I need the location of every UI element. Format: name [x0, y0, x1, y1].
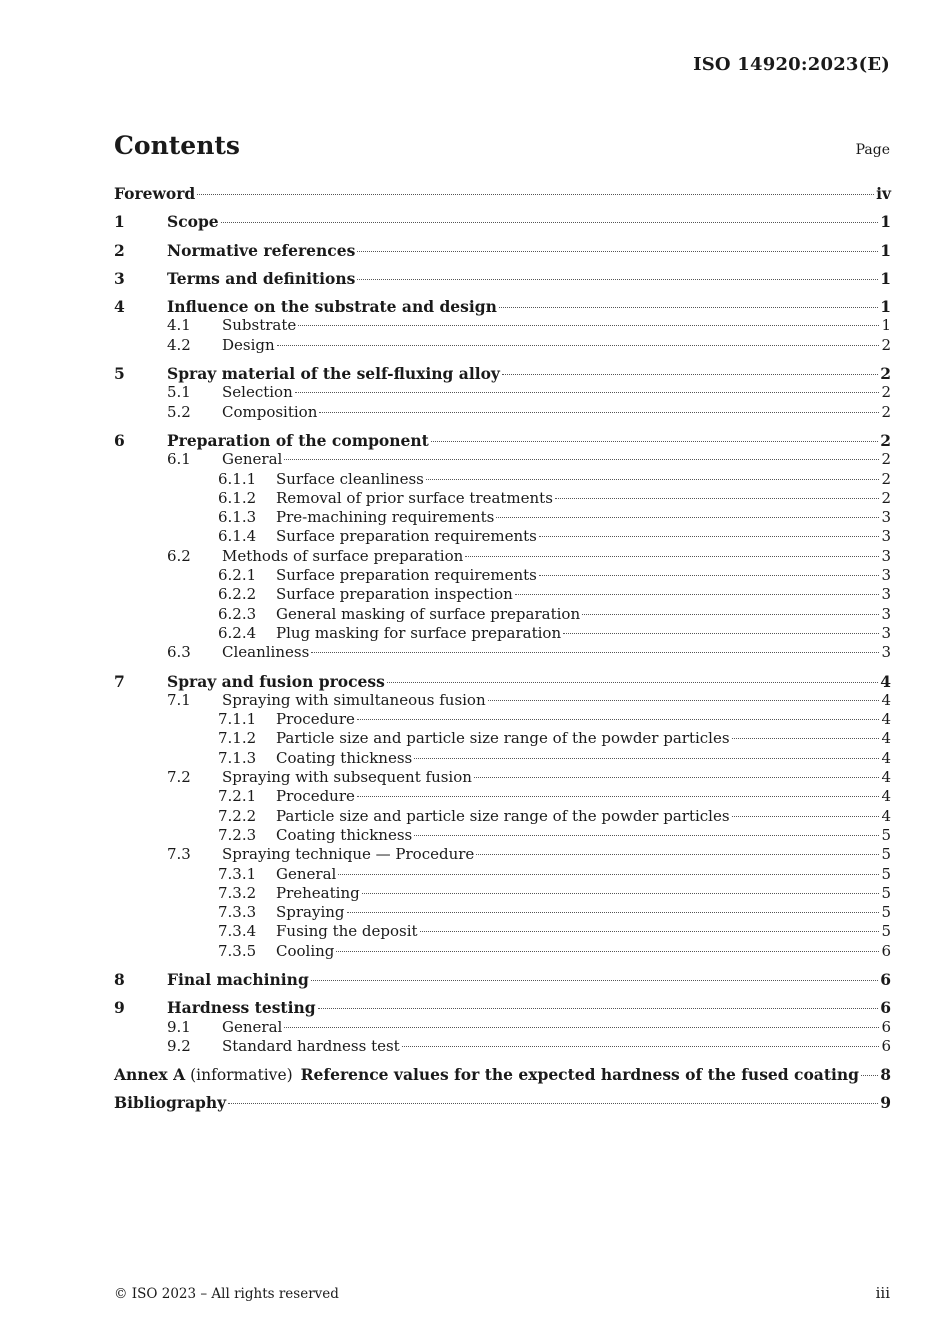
toc-entry-title: Methods of surface preparation [222, 546, 464, 565]
toc-entry-number: 6.2.4 [218, 623, 257, 642]
toc-entry-title: Cleanliness [222, 643, 310, 662]
toc-entry-title: Standard hardness test [222, 1036, 400, 1055]
dot-leader [336, 951, 879, 952]
toc-entry-page: 5 [881, 864, 891, 883]
dot-leader [414, 835, 879, 836]
dot-leader [221, 222, 879, 223]
toc-entry[interactable] [114, 787, 891, 806]
dot-leader [277, 345, 880, 346]
toc-entry[interactable] [114, 710, 891, 729]
page-title: Contents [114, 131, 241, 160]
toc-entry[interactable] [114, 184, 891, 203]
toc-entry-page: 4 [881, 768, 891, 787]
toc-entry-page: 6 [881, 1036, 891, 1055]
toc-entry[interactable] [114, 884, 891, 903]
toc-entry[interactable] [114, 672, 891, 691]
toc-entry-title: Fusing the deposit [276, 922, 418, 941]
toc-entry-page: 6 [880, 998, 891, 1018]
toc-entry-number: 4.2 [167, 335, 191, 354]
toc-entry-page: 1 [880, 268, 891, 288]
toc-entry-page: 5 [881, 825, 891, 844]
annex-designation: Annex A [114, 1065, 186, 1085]
dot-leader [357, 279, 878, 280]
dot-leader [465, 556, 879, 557]
toc-entry[interactable] [114, 241, 891, 260]
toc-entry-number: 7.3.3 [218, 903, 257, 922]
toc-entry-number: 7.3.4 [218, 922, 257, 941]
dot-leader [311, 652, 879, 653]
toc-entry[interactable] [114, 903, 891, 922]
toc-entry-number: 7 [114, 671, 125, 691]
toc-entry-page: 1 [880, 297, 891, 317]
toc-entry-page: 6 [880, 969, 891, 989]
dot-leader [197, 194, 874, 195]
toc-entry-number: 6.1.1 [218, 469, 257, 488]
toc-entry[interactable] [114, 269, 891, 288]
toc-entry-page: 2 [881, 383, 891, 402]
toc-entry-title: Foreword [114, 184, 196, 203]
dot-leader [357, 719, 880, 720]
toc-entry-title: Procedure [276, 710, 355, 729]
toc-entry[interactable] [114, 450, 891, 469]
toc-entry-number: 7.3.5 [218, 941, 257, 960]
toc-entry-page: 2 [881, 469, 891, 488]
dot-leader [298, 325, 879, 326]
toc-entry[interactable] [114, 942, 891, 961]
toc-entry-title: Spray material of the self-fluxing alloy [167, 364, 500, 384]
toc-entry-number: 9.2 [167, 1036, 191, 1055]
toc-entry-number: 7.2.2 [218, 806, 257, 825]
toc-entry-page: 5 [881, 922, 891, 941]
toc-entry[interactable] [114, 922, 891, 941]
toc-entry-number: 7.2.1 [218, 787, 257, 806]
toc-entry[interactable] [114, 431, 891, 450]
toc-entry[interactable] [114, 297, 891, 316]
toc-entry-page: 3 [881, 643, 891, 662]
toc-entry-number: 7.1.1 [218, 710, 257, 729]
toc-entry-number: 6.1.3 [218, 508, 257, 527]
toc-entry-number: 5.1 [167, 383, 191, 402]
toc-entry-title: Procedure [276, 787, 355, 806]
toc-entry-title: Surface preparation inspection [276, 585, 513, 604]
toc-entry[interactable] [114, 1018, 891, 1037]
toc-entry-page: 4 [881, 690, 891, 709]
toc-entry[interactable] [114, 336, 891, 355]
toc-entry[interactable] [114, 624, 891, 643]
dot-leader [318, 1008, 879, 1009]
toc-entry[interactable] [114, 364, 891, 383]
toc-entry-number: 6 [114, 430, 125, 450]
toc-entry-title: Particle size and particle size range of the powder particles [276, 806, 730, 825]
page-column-label: Page [855, 142, 890, 158]
dot-leader [861, 1075, 878, 1076]
toc-entry-number: 7.1.2 [218, 729, 257, 748]
dot-leader [338, 874, 879, 875]
dot-leader [357, 796, 880, 797]
toc-entry-title: Spraying with simultaneous fusion [222, 690, 486, 709]
toc-entry[interactable] [114, 470, 891, 489]
toc-entry-title: Spraying [276, 903, 345, 922]
toc-entry[interactable] [114, 729, 891, 748]
toc-entry-title: Cooling [276, 941, 335, 960]
toc-entry-title: Terms and definitions [167, 268, 356, 288]
dot-leader [319, 412, 879, 413]
toc-entry[interactable] [114, 585, 891, 604]
toc-entry-title: Substrate [222, 316, 297, 335]
dot-leader [420, 931, 880, 932]
toc-entry-page: 2 [881, 402, 891, 421]
toc-entry[interactable] [114, 489, 891, 508]
toc-entry-page: 5 [881, 883, 891, 902]
toc-entry-number: 6.1.2 [218, 488, 257, 507]
toc-entry-page: 3 [881, 604, 891, 623]
dot-leader [387, 682, 878, 683]
toc-entry-number: 8 [114, 969, 125, 989]
toc-entry[interactable] [114, 998, 891, 1017]
toc-entry[interactable] [114, 527, 891, 546]
toc-entry-page: 2 [881, 450, 891, 469]
toc-entry-title: Final machining [167, 969, 309, 989]
dot-leader [295, 392, 880, 393]
toc-entry-page: 9 [880, 1093, 891, 1113]
toc-entry-page: 2 [881, 488, 891, 507]
toc-entry-page: 3 [881, 508, 891, 527]
toc-entry[interactable] [114, 643, 891, 662]
document-id: ISO 14920:2023(E) [693, 54, 890, 75]
toc-entry-number: 7.3.1 [218, 864, 257, 883]
toc-entry-page: 5 [881, 903, 891, 922]
dot-leader [311, 980, 878, 981]
toc-entry-annex[interactable] [114, 1065, 891, 1084]
toc-entry[interactable] [114, 605, 891, 624]
toc-entry-title: General [222, 450, 283, 469]
toc-entry-title: Particle size and particle size range of the powder particles [276, 729, 730, 748]
toc-entry-page: 3 [881, 623, 891, 642]
toc-entry-title: Hardness testing [167, 998, 316, 1018]
toc-entry-title: Selection [222, 383, 293, 402]
toc-entry-page: 3 [881, 527, 891, 546]
toc-entry-page: 4 [881, 806, 891, 825]
toc-entry[interactable] [114, 508, 891, 527]
toc-entry-number: 6.2.3 [218, 604, 257, 623]
toc-entry[interactable] [114, 768, 891, 787]
toc-entry-number: 6.2 [167, 546, 191, 565]
dot-leader [496, 517, 879, 518]
dot-leader [515, 594, 880, 595]
toc-entry-title: Spraying with subsequent fusion [222, 768, 472, 787]
dot-leader [347, 912, 880, 913]
toc-entry-title: General masking of surface preparation [276, 604, 581, 623]
toc-entry-page: 2 [881, 335, 891, 354]
dot-leader [539, 536, 880, 537]
toc-entry-number: 9 [114, 998, 125, 1018]
toc-entry-number: 6.1 [167, 450, 191, 469]
toc-entry-title: Spraying technique — Procedure [222, 845, 475, 864]
toc-entry-number: 7.1 [167, 690, 191, 709]
toc-entry-title: Composition [222, 402, 318, 421]
copyright-notice: © ISO 2023 – All rights reserved [114, 1286, 339, 1302]
toc-entry[interactable] [114, 547, 891, 566]
toc-entry[interactable] [114, 865, 891, 884]
dot-leader [426, 479, 880, 480]
toc-entry-number: 1 [114, 212, 125, 232]
annex-status: (informative) [190, 1066, 293, 1085]
toc-entry-title: General [276, 864, 337, 883]
toc-entry-page: 4 [881, 729, 891, 748]
dot-leader [357, 251, 878, 252]
toc-entry-title: Plug masking for surface preparation [276, 623, 562, 642]
toc-entry-title: Normative references [167, 240, 356, 260]
toc-entry-number: 7.2 [167, 768, 191, 787]
toc-entry-page: 4 [881, 787, 891, 806]
toc-entry-number: 4.1 [167, 316, 191, 335]
toc-entry-page: 2 [880, 430, 891, 450]
toc-entry-title: Bibliography [114, 1093, 227, 1113]
dot-leader [474, 777, 880, 778]
dot-leader [488, 700, 880, 701]
toc-entry-title: Coating thickness [276, 825, 413, 844]
toc-entry[interactable] [114, 316, 891, 335]
toc-entry[interactable] [114, 403, 891, 422]
toc-entry-page: 3 [881, 585, 891, 604]
toc-entry-title: Surface preparation requirements [276, 527, 537, 546]
toc-entry-title: General [222, 1017, 283, 1036]
toc-entry-number: 7.1.3 [218, 748, 257, 767]
toc-entry-number: 5 [114, 364, 125, 384]
dot-leader [284, 459, 879, 460]
toc-entry[interactable] [114, 826, 891, 845]
toc-entry-title: Spray and fusion process [167, 671, 385, 691]
toc-entry-number: 6.3 [167, 643, 191, 662]
toc-entry-page: 1 [880, 212, 891, 232]
toc-entry-page: 3 [881, 546, 891, 565]
toc-entry-page: 6 [881, 1017, 891, 1036]
toc-entry[interactable] [114, 749, 891, 768]
toc-entry-title: Reference values for the expected hardness of the fused coating [300, 1065, 859, 1085]
dot-leader [539, 575, 880, 576]
dot-leader [499, 307, 878, 308]
toc-entry-number: 7.3.2 [218, 883, 257, 902]
toc-entry-number: 6.1.4 [218, 527, 257, 546]
toc-entry[interactable] [114, 970, 891, 989]
dot-leader [431, 441, 878, 442]
dot-leader [476, 854, 879, 855]
page-number: iii [875, 1284, 890, 1302]
toc-entry-number: 6.2.2 [218, 585, 257, 604]
toc-entry-number: 3 [114, 268, 125, 288]
dot-leader [555, 498, 880, 499]
toc-entry-page: 1 [881, 316, 891, 335]
toc-entry-bibliography[interactable] [114, 1093, 891, 1112]
toc-entry-page: 4 [881, 748, 891, 767]
toc-entry-page: 5 [881, 845, 891, 864]
toc-entry-page: 8 [880, 1065, 891, 1085]
dot-leader [732, 816, 880, 817]
dot-leader [563, 633, 879, 634]
toc-entry-title: Coating thickness [276, 748, 413, 767]
toc-entry-page: 6 [881, 941, 891, 960]
toc-entry-page: 1 [880, 240, 891, 260]
toc-entry-number: 6.2.1 [218, 566, 257, 585]
toc-entry[interactable] [114, 566, 891, 585]
toc-entry-title: Surface cleanliness [276, 469, 424, 488]
toc-entry[interactable] [114, 1037, 891, 1056]
toc-entry-number: 4 [114, 297, 125, 317]
dot-leader [732, 738, 880, 739]
toc-entry-page: 4 [880, 671, 891, 691]
toc-entry-number: 9.1 [167, 1017, 191, 1036]
dot-leader [362, 893, 880, 894]
toc-entry-number: 7.2.3 [218, 825, 257, 844]
toc-entry[interactable] [114, 212, 891, 231]
toc-entry-page: 2 [880, 364, 891, 384]
toc-entry-title: Preheating [276, 883, 360, 902]
toc-entry[interactable] [114, 807, 891, 826]
toc-entry-page: iv [876, 184, 891, 203]
dot-leader [228, 1103, 878, 1104]
toc-entry[interactable] [114, 383, 891, 402]
toc-entry-title: Surface preparation requirements [276, 566, 537, 585]
toc-entry-page: 3 [881, 566, 891, 585]
toc-entry-title: Influence on the substrate and design [167, 297, 497, 317]
dot-leader [284, 1027, 879, 1028]
toc-entry-number: 5.2 [167, 402, 191, 421]
toc-entry[interactable] [114, 691, 891, 710]
dot-leader [402, 1046, 880, 1047]
toc-entry-title: Preparation of the component [167, 430, 429, 450]
toc-entry-page: 4 [881, 710, 891, 729]
toc-entry-title: Removal of prior surface treatments [276, 488, 553, 507]
dot-leader [502, 374, 878, 375]
toc-entry-number: 2 [114, 240, 125, 260]
dot-leader [582, 614, 879, 615]
toc-entry-number: 7.3 [167, 845, 191, 864]
table-of-contents [114, 184, 891, 1113]
toc-entry[interactable] [114, 845, 891, 864]
dot-leader [414, 758, 879, 759]
toc-entry-title: Design [222, 335, 275, 354]
toc-entry-title: Pre-machining requirements [276, 508, 495, 527]
toc-entry-title: Scope [167, 212, 219, 232]
